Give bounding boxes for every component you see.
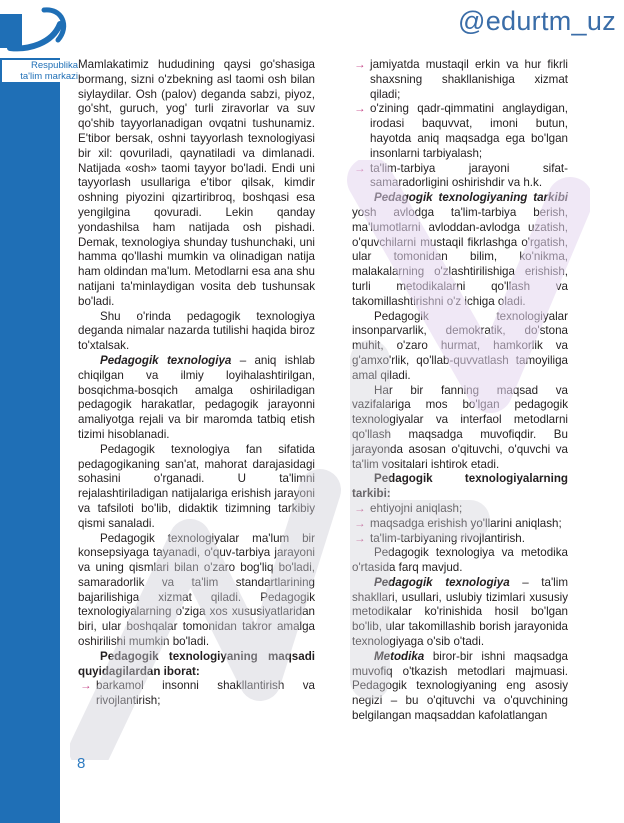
section-heading: Pedagogik texnologiyalarning tarkibi: (352, 472, 568, 501)
paragraph: Shu o'rinda pedagogik texnologiya deganda nimalar nazarda tutilishi haqida biroz to'xtalsak. (78, 309, 315, 353)
paragraph: Mamlakatimiz hududining qaysi go'shasiga bormang, sizni o'zbekning asl taomi osh bilan siylaydilar. Osh (palov) deganda sabzi, piyoz, go'sht, guruch, yog' turli ziravorlar va suv qo'shib tayyorlanadigan ovqatni tushunamiz. E'tibor bersak, oshni tayyorlash texnologiyasi bir xil: qovuriladi, qaynatiladi va dimlanadi. Natijada «osh» taomi tayyor bo'ladi. Endi uni tayyorlash usullariga e'tibor qilsak, kimdir oshning piyozini qizartiribroq, boshqasi esa yengilgina qovuradi. Lekin qanday yondashilsa ham natijada osh pishadi. Demak, texnologiya shunday tushunchaki, uni hamma qo'llashi mumkin va olinadigan natija ham oldindan ma'lum. Metodlarni esa ana shu natijani ta'minlaydigan vosita deb tushunsak bo'ladi. (78, 58, 315, 308)
paragraph: Pedagogik texnologiyalar insonparvarlik, demokratik, do'stona muhit, o'zaro hurmat, hamkorlik va g'amxo'rlik, qo'llab-quvvatlash tamoyiliga amal qiladi. (352, 309, 568, 382)
list-item: → ta'lim-tarbiyaning rivojlantirish. (352, 532, 568, 547)
term: Metodika (374, 649, 425, 663)
bullet-list (352, 58, 568, 191)
bullet-list (352, 502, 568, 546)
term-definition: – ta'lim shakllari, usullari, uslubiy tizimlari xususiy metodikalar ko'rinishida hosil bo'lgan bo'lib, ular takomillashib borish jarayonida texnologiyaga o'sib o'tadi. (352, 575, 568, 649)
section-heading: Pedagogik texnologiyaning maqsadi quyidagilardan iborat: (78, 649, 315, 678)
paragraph: Pedagogik texnologiyalar ma'lum bir konsepsiyaga tayanadi, o'quv-tarbiya jarayoni va uning qismlari bilan o'zaro bog'liq bo'ladi, samaradorlik va ta'lim standartlarining bajarilishiga xizmat qiladi. Pedagogik texnologiyalarning o'ziga xos xususiyatlaridan biri, ular boshqalar tomonidan takror amalga oshirilishi mumkin bo'ladi. (78, 531, 315, 649)
paragraph: Har bir fanning maqsad va vazifalariga mos bo'lgan pedagogik texnologiyalar va interfaol metodlarni qo'llash maqsadga muvofiqdir. Bu jarayonda asosan o'qituvchi, o'quvchi va ta'lim vositalari ishtirok etadi. (352, 383, 568, 471)
right-text-column (352, 58, 568, 724)
term-definition: biror-bir ishni maqsadga muvofiq o'tkazish metodlari majmuasi. Pedagogik texnologiyaning eng asosiy negizi – bu o'qituvchi va o'quvchining belgilangan maqsaddan kafolatlangan (352, 649, 568, 723)
logo-icon (0, 4, 70, 52)
list-item: → o'zining qadr-qimmatini anglaydigan, irodasi baquvvat, imoni butun, hayotda aniq maqsadga ega bo'lgan insonlarni tarbiyalash; (352, 102, 568, 161)
term-definition: – aniq ishlab chiqilgan va ilmiy loyihalashtirilgan, bosqichma-bosqich amalga oshiriladigan pedagogik harakatlar, pedagogik jarayonni amaliyotga rejali va bir maromda tatbiq etish tizimi hisoblanadi. (78, 353, 315, 441)
paragraph (352, 650, 568, 724)
logo-line-2: ta'lim markazi (20, 71, 78, 82)
list-item: → ta'lim-tarbiya jarayoni sifat-samaradorligini oshirishdir va h.k. (352, 162, 568, 192)
list-item: → maqsadga erishish yo'llarini aniqlash; (352, 517, 568, 532)
logo-line-1: Respublika (31, 60, 78, 71)
paragraph (352, 576, 568, 650)
list-item: → barkamol insonni shakllantirish va rivojlantirish; (78, 679, 315, 709)
paragraph (352, 191, 568, 309)
paragraph (78, 354, 315, 443)
term: Pedagogik texnologiya (100, 353, 232, 367)
list-item: → jamiyatda mustaqil erkin va hur fikrli shaxsning shakllanishiga xizmat qiladi; (352, 58, 568, 102)
term-definition: yosh avlodga ta'lim-tarbiya berish, ma'lumotlarni avloddan-avlodga uzatish, o'quvchilarni mustaqil fikrlashga o'rgatish, ular tomonidan bilim, ko'nikma, malakalarning o'zlashtirilishiga erishish, turli metodikalarni qo'llash va takomillashtirishni o'z ichiga oladi. (352, 205, 568, 308)
logo-caption (2, 60, 78, 82)
paragraph: Pedagogik texnologiya fan sifatida pedagogikaning san'at, mahorat darajasidagi sohasini o'rganadi. U ta'limni rejalashtiriladigan natijalariga erishish jarayoni va tafsiloti bo'lib, didaktik tizimning tarkibiy qismi sanaladi. (78, 442, 315, 530)
term: Pedagogik texnologiya (374, 575, 510, 589)
list-item: → ehtiyojni aniqlash; (352, 502, 568, 517)
bullet-list (78, 679, 315, 709)
term: Pedagogik texnologiyaning tarkibi (374, 191, 568, 205)
left-color-bar (0, 0, 60, 823)
paragraph: Pedagogik texnologiya va metodika o'rtasida farq mavjud. (352, 546, 568, 575)
left-text-column (78, 58, 315, 709)
watermark-handle: @edurtm_uz (458, 6, 616, 36)
page-number: 8 (77, 755, 86, 772)
